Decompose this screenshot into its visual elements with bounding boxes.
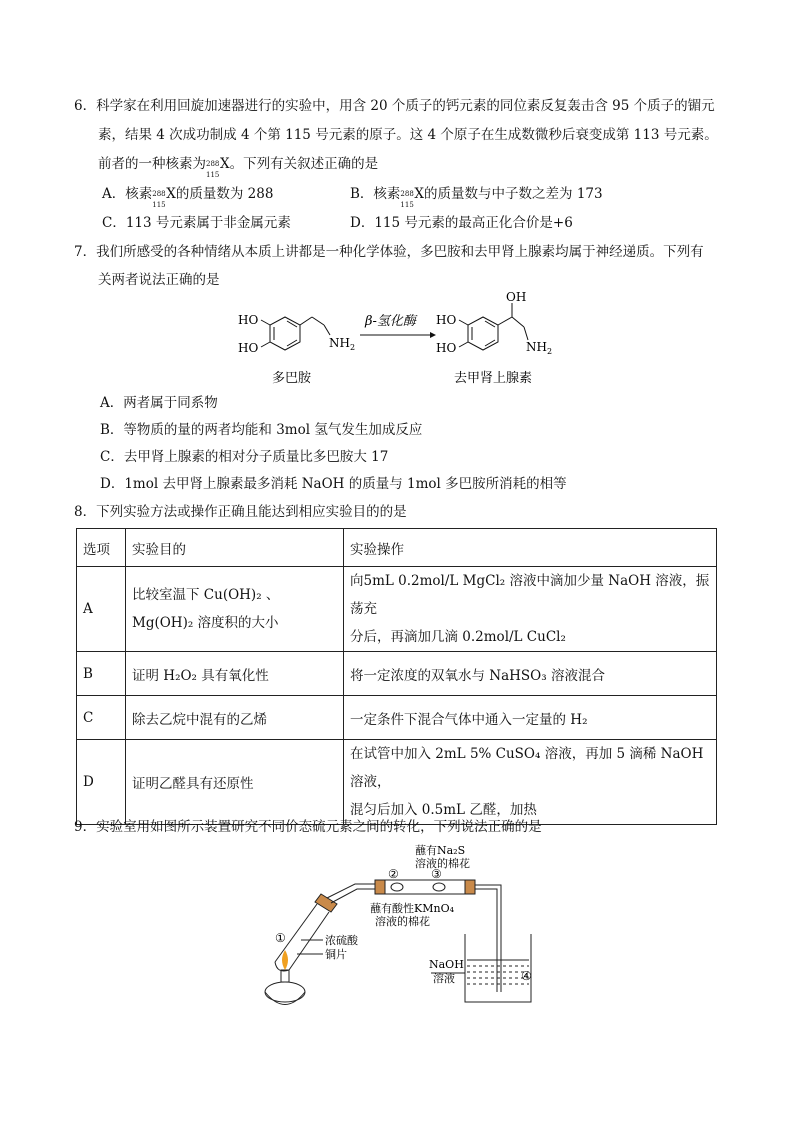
lamp-base bbox=[265, 992, 305, 1005]
marker-1: ① bbox=[275, 931, 286, 945]
table-row bbox=[77, 567, 717, 652]
dopamine-nh2 bbox=[329, 336, 355, 352]
q8-stem: 8．下列实验方法或操作正确且能达到相应实验目的的是 bbox=[74, 504, 407, 520]
dopamine-name: 多巴胺 bbox=[272, 371, 312, 386]
lamp-wick bbox=[281, 970, 289, 982]
q7-option-b[interactable]: B．等物质的量的两者均能和 3mol 氢气发生加成反应 bbox=[100, 422, 423, 438]
nh-sub: 2 bbox=[546, 347, 553, 356]
nuclide-symbol bbox=[206, 158, 220, 179]
row-option: C bbox=[77, 696, 126, 740]
purpose-line: Mg(OH)₂ 溶度积的大小 bbox=[132, 615, 279, 631]
reaction-arrowhead bbox=[430, 332, 436, 338]
q6-line3 bbox=[98, 154, 379, 179]
q6-option-a-post: 的质量数为 288 bbox=[175, 186, 274, 202]
label-naoh-1: NaOH bbox=[429, 958, 464, 971]
q7-option-c[interactable]: C．去甲肾上腺素的相对分子质量比多巴胺大 17 bbox=[100, 449, 389, 465]
norepi-nh2 bbox=[526, 340, 552, 356]
dopamine-ho-bottom: HO bbox=[238, 341, 259, 355]
q8-experiment-table bbox=[76, 528, 717, 825]
nuclide-mass: 288 bbox=[152, 189, 166, 198]
row-operation bbox=[344, 567, 717, 652]
right-stopper bbox=[465, 880, 475, 894]
table-header-operation: 实验操作 bbox=[344, 529, 717, 567]
nuclide-sym: X bbox=[414, 186, 425, 202]
table-header-option: 选项 bbox=[77, 529, 126, 567]
norepinephrine-structure bbox=[459, 303, 528, 350]
cotton-na2s bbox=[433, 883, 445, 891]
q6-line3-pre: 前者的一种核素为 bbox=[98, 156, 206, 172]
beaker bbox=[465, 934, 531, 1002]
table-row bbox=[77, 740, 717, 825]
nuclide-mass: 288 bbox=[400, 189, 414, 198]
q6-option-b-post: 的质量数与中子数之差为 173 bbox=[424, 186, 603, 202]
nh-sub: 2 bbox=[349, 343, 356, 352]
norepi-ho-bottom: HO bbox=[436, 341, 457, 355]
nuclide-z: 115 bbox=[206, 170, 220, 179]
q6-option-b-pre: B．核素 bbox=[350, 186, 401, 202]
row-option: D bbox=[77, 740, 126, 825]
left-stopper bbox=[375, 880, 385, 894]
q6-option-b[interactable] bbox=[350, 184, 603, 209]
q9-apparatus-figure bbox=[255, 842, 555, 1017]
dopamine-structure bbox=[261, 317, 330, 350]
q9-stem: 9．实验室用如图所示装置研究不同价态硫元素之间的转化，下列说法正确的是 bbox=[74, 819, 542, 835]
norepi-oh: OH bbox=[506, 290, 527, 304]
q6-line2: 素，结果 4 次成功制成 4 个第 115 号元素的原子。这 4 个原子在生成数微秒后衰变成第 113 号元素。 bbox=[98, 127, 718, 143]
operation-line: 在试管中加入 2mL 5% CuSO₄ 溶液，再加 5 滴稀 NaOH 溶液， bbox=[350, 746, 704, 790]
nuclide-sym: X bbox=[166, 186, 176, 202]
q7-line2: 关两者说法正确的是 bbox=[98, 272, 220, 288]
norepinephrine-name: 去甲肾上腺素 bbox=[454, 371, 533, 386]
row-option: B bbox=[77, 652, 126, 696]
marker-4: ④ bbox=[521, 969, 532, 983]
q6-line1: 6．科学家在利用回旋加速器进行的实验中，用含 20 个质子的钙元素的同位素反复轰击含 95 个质子的镅元 bbox=[74, 98, 715, 114]
q6-option-a-pre: A．核素 bbox=[102, 186, 153, 202]
q7-option-d[interactable]: D．1mol 去甲肾上腺素最多消耗 NaOH 的质量与 1mol 多巴胺所消耗的相等 bbox=[100, 476, 567, 492]
q6-option-c[interactable]: C．113 号元素属于非金属元素 bbox=[102, 215, 291, 231]
row-operation: 将一定浓度的双氧水与 NaHSO₃ 溶液混合 bbox=[344, 652, 717, 696]
operation-line: 向5mL 0.2mol/L MgCl₂ 溶液中滴加少量 NaOH 溶液，振荡充 bbox=[350, 573, 710, 617]
label-na2s-1: 蘸有Na₂S bbox=[415, 844, 466, 857]
marker-2: ② bbox=[388, 867, 399, 881]
label-acid: 浓硫酸 bbox=[325, 934, 358, 947]
test-tube-right bbox=[289, 912, 329, 970]
table-header-row bbox=[77, 529, 717, 567]
flame-icon bbox=[282, 950, 288, 970]
row-operation bbox=[344, 740, 717, 825]
nuclide-sym: X bbox=[220, 156, 230, 172]
nh-label: NH bbox=[526, 340, 547, 354]
marker-3: ③ bbox=[431, 867, 442, 881]
outlet-tube-inner bbox=[475, 889, 497, 992]
operation-line: 混匀后加入 0.5mL 乙醛，加热 bbox=[350, 802, 537, 818]
cotton-kmno4 bbox=[391, 883, 403, 891]
table-row bbox=[77, 696, 717, 740]
row-operation: 一定条件下混合气体中通入一定量的 H₂ bbox=[344, 696, 717, 740]
nuclide-mass: 288 bbox=[206, 159, 220, 168]
operation-line: 分后，再滴加几滴 0.2mol/L CuCl₂ bbox=[350, 629, 566, 645]
q7-option-a[interactable]: A．两者属于同系物 bbox=[100, 395, 218, 411]
row-purpose: 除去乙烷中混有的乙烯 bbox=[126, 696, 344, 740]
label-kmno4-2: 溶液的棉花 bbox=[375, 915, 430, 928]
q7-reaction-figure bbox=[230, 285, 570, 390]
q6-option-d[interactable]: D．115 号元素的最高正化合价是+6 bbox=[350, 215, 573, 231]
nh-label: NH bbox=[329, 336, 350, 350]
q7-line1: 7．我们所感受的各种情绪从本质上讲都是一种化学体验，多巴胺和去甲肾上腺素均属于神经递质。下列有 bbox=[74, 244, 704, 260]
label-kmno4-1: 蘸有酸性KMnO₄ bbox=[370, 902, 454, 915]
nuclide-symbol bbox=[400, 188, 414, 209]
label-naoh-2: 溶液 bbox=[433, 972, 455, 985]
row-purpose: 证明乙醛具有还原性 bbox=[126, 740, 344, 825]
glass-tube bbox=[383, 880, 467, 894]
nuclide-symbol bbox=[152, 188, 166, 209]
q6-option-a[interactable] bbox=[102, 184, 274, 209]
norepi-ho-top: HO bbox=[436, 313, 457, 327]
label-na2s-2: 溶液的棉花 bbox=[415, 857, 470, 870]
nuclide-z: 115 bbox=[400, 200, 414, 209]
row-purpose: 证明 H₂O₂ 具有氧化性 bbox=[126, 652, 344, 696]
table-row bbox=[77, 652, 717, 696]
dopamine-ho-top: HO bbox=[238, 313, 259, 327]
stopper bbox=[315, 894, 337, 912]
row-option: A bbox=[77, 567, 126, 652]
purpose-line: 比较室温下 Cu(OH)₂ 、 bbox=[132, 587, 280, 603]
row-purpose bbox=[126, 567, 344, 652]
q6-line3-post: 。下列有关叙述正确的是 bbox=[229, 156, 379, 172]
table-header-purpose: 实验目的 bbox=[126, 529, 344, 567]
enzyme-label: β-氢化酶 bbox=[365, 314, 416, 329]
label-copper: 铜片 bbox=[325, 948, 347, 961]
nuclide-z: 115 bbox=[152, 200, 166, 209]
